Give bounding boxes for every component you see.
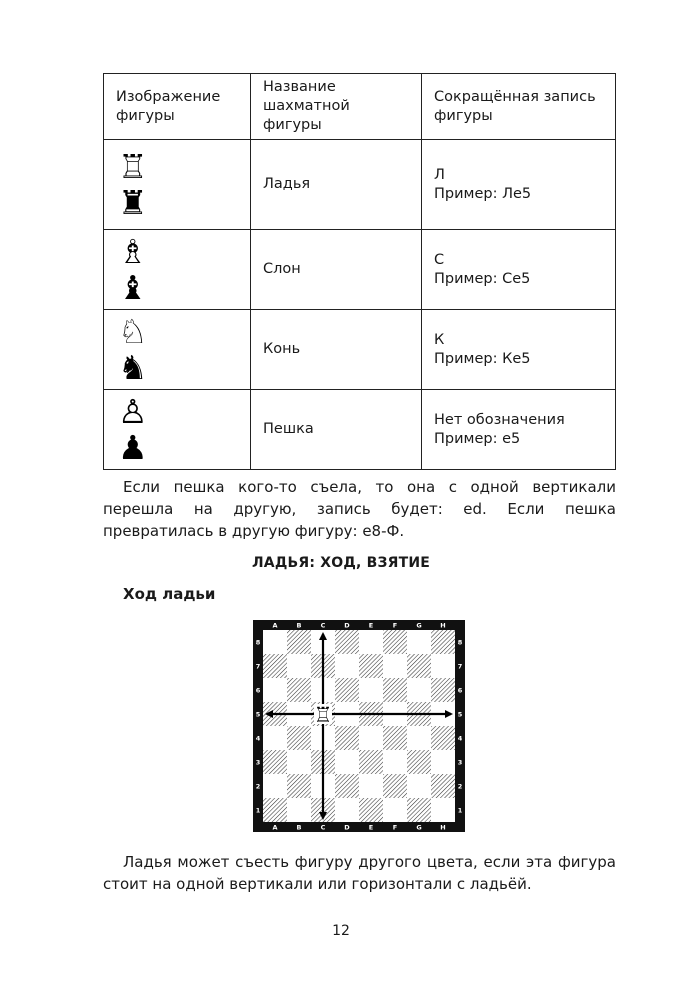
chess-pieces-table: [103, 73, 616, 470]
table-header-row: [104, 74, 616, 140]
black-bishop-icon: ♝: [118, 267, 148, 307]
white-bishop-icon: ♗: [118, 231, 148, 271]
rook-icon: ♖: [313, 703, 333, 727]
board-square: [431, 798, 455, 822]
rank-label: 1: [255, 806, 261, 815]
file-label: F: [392, 621, 398, 630]
piece-name: Конь: [251, 310, 422, 390]
rank-label: 4: [457, 734, 463, 743]
board-square: [287, 774, 311, 798]
header-image: Изображение фигуры: [104, 74, 251, 140]
piece-abbreviation: Л Пример: Ле5: [422, 140, 616, 230]
board-square: [431, 678, 455, 702]
page-number: 12: [332, 923, 350, 939]
file-label: G: [416, 823, 422, 832]
board-square: [383, 654, 407, 678]
file-label: B: [296, 823, 302, 832]
file-label: E: [368, 621, 374, 630]
board-square: [263, 726, 287, 750]
rank-label: 2: [457, 782, 463, 791]
file-label: F: [392, 823, 398, 832]
section-title: ЛАДЬЯ: ХОД, ВЗЯТИЕ: [251, 555, 431, 571]
board-square: [335, 678, 359, 702]
board-square: [383, 774, 407, 798]
table-row-bishop: [104, 230, 616, 310]
piece-images: [104, 230, 251, 310]
board-square: [407, 654, 431, 678]
board-square: [263, 654, 287, 678]
black-pawn-icon: ♟: [118, 427, 148, 467]
board-square: [383, 678, 407, 702]
board-square: [383, 750, 407, 774]
white-knight-icon: ♘: [118, 311, 148, 351]
subheading: Ход ладьи: [123, 585, 216, 603]
board-square: [263, 774, 287, 798]
rank-label: 5: [457, 710, 463, 719]
file-label: A: [272, 621, 278, 630]
rank-label: 7: [255, 662, 261, 671]
table-row-rook: [104, 140, 616, 230]
rook-capture-paragraph: Ладья может съесть фигуру другого цвета, если эта фигура стоит на одной вертикали или горизонтали с ладьёй.: [103, 853, 616, 893]
piece-images: [104, 390, 251, 470]
white-pawn-icon: ♙: [118, 391, 148, 431]
rank-label: 4: [255, 734, 261, 743]
header-name: Название шахматной фигуры: [251, 74, 422, 140]
piece-images: [104, 140, 251, 230]
rank-label: 5: [255, 710, 261, 719]
header-abbreviation: Сокращённая запись фигуры: [422, 74, 616, 140]
board-square: [431, 726, 455, 750]
board-square: [335, 654, 359, 678]
board-square: [359, 726, 383, 750]
board-square: [335, 726, 359, 750]
rank-label: 7: [457, 662, 463, 671]
piece-name: Слон: [251, 230, 422, 310]
rank-label: 8: [457, 638, 463, 647]
table-row-pawn: [104, 390, 616, 470]
board-square: [263, 630, 287, 654]
board-square: [263, 798, 287, 822]
board-square: [263, 678, 287, 702]
board-square: [335, 750, 359, 774]
file-label: D: [344, 823, 350, 832]
rook-move-diagram: [253, 620, 465, 832]
file-label: H: [440, 823, 446, 832]
file-label: E: [368, 823, 374, 832]
rank-label: 3: [255, 758, 261, 767]
board-square: [359, 630, 383, 654]
board-square: [359, 750, 383, 774]
chessboard: [253, 620, 465, 832]
piece-name: Ладья: [251, 140, 422, 230]
board-square: [287, 630, 311, 654]
piece-abbreviation: С Пример: Се5: [422, 230, 616, 310]
rank-label: 8: [255, 638, 261, 647]
board-square: [287, 654, 311, 678]
file-label: C: [320, 621, 326, 630]
board-square: [407, 798, 431, 822]
black-knight-icon: ♞: [118, 347, 148, 387]
rank-label: 2: [255, 782, 261, 791]
board-square: [359, 654, 383, 678]
board-square: [407, 630, 431, 654]
board-square: [431, 654, 455, 678]
board-square: [263, 750, 287, 774]
piece-abbreviation: К Пример: Ке5: [422, 310, 616, 390]
rank-label: 6: [255, 686, 261, 695]
board-square: [287, 726, 311, 750]
board-square: [407, 774, 431, 798]
board-square: [287, 798, 311, 822]
board-square: [407, 678, 431, 702]
board-square: [359, 774, 383, 798]
file-label: H: [440, 621, 446, 630]
table-row-knight: [104, 310, 616, 390]
rank-label: 1: [457, 806, 463, 815]
board-square: [407, 750, 431, 774]
board-square: [383, 798, 407, 822]
rank-label: 6: [457, 686, 463, 695]
file-label: C: [320, 823, 326, 832]
black-rook-icon: ♜: [118, 182, 148, 222]
board-square: [431, 750, 455, 774]
file-label: G: [416, 621, 422, 630]
piece-name: Пешка: [251, 390, 422, 470]
board-square: [359, 798, 383, 822]
file-label: D: [344, 621, 350, 630]
piece-abbreviation: Нет обозначения Пример: е5: [422, 390, 616, 470]
white-rook-icon: ♖: [118, 146, 148, 186]
board-square: [287, 678, 311, 702]
board-square: [383, 726, 407, 750]
board-square: [335, 630, 359, 654]
board-square: [431, 774, 455, 798]
board-square: [407, 726, 431, 750]
piece-images: [104, 310, 251, 390]
board-square: [359, 678, 383, 702]
board-square: [287, 750, 311, 774]
board-square: [335, 774, 359, 798]
board-square: [335, 798, 359, 822]
rank-label: 3: [457, 758, 463, 767]
board-square: [431, 630, 455, 654]
file-label: A: [272, 823, 278, 832]
pawn-capture-paragraph: Если пешка кого-то съела, то она с одной вертикали перешла на другую, запись будет: ed. Если пешка превратилась в другую фигуру: е8-Ф.: [103, 478, 616, 540]
file-label: B: [296, 621, 302, 630]
board-square: [383, 630, 407, 654]
